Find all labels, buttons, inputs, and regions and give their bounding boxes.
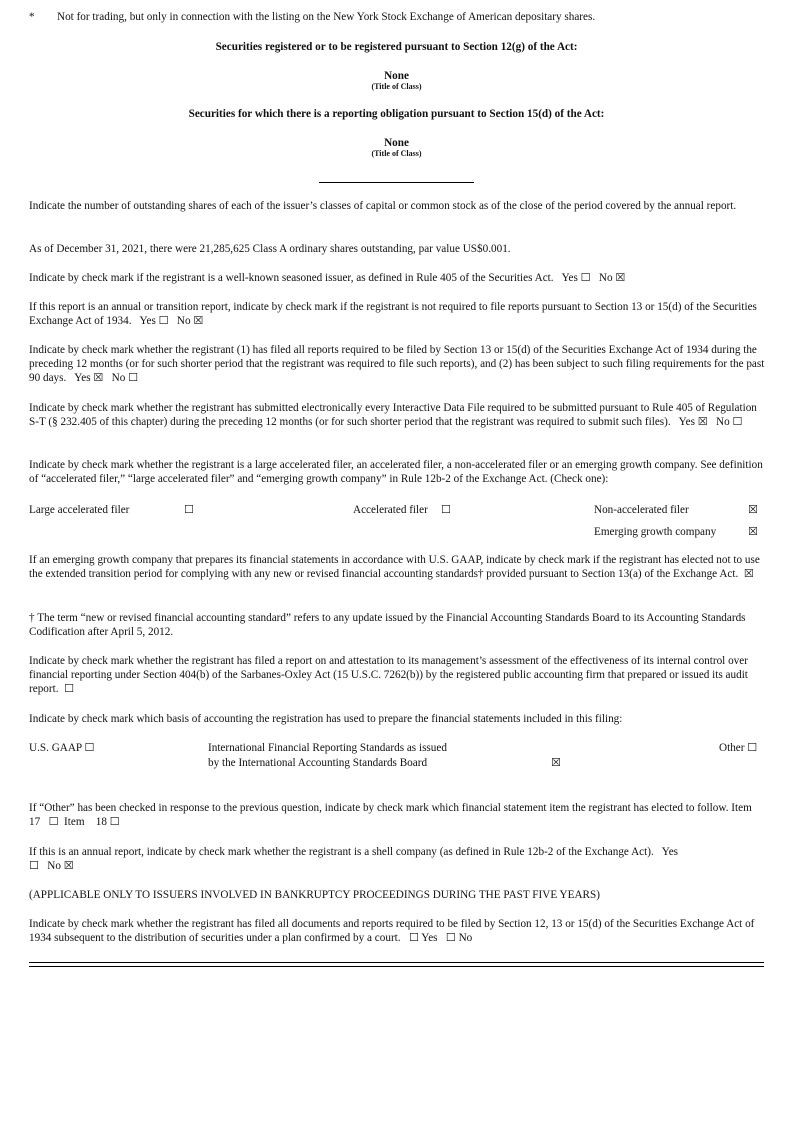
other-item-text: If “Other” has been checked in response to the previous question, indicate by check mark which financial statement item the registrant has elected to follow. bbox=[29, 802, 729, 814]
not-required-no-label: No bbox=[176, 315, 191, 327]
other-item-question bbox=[29, 801, 765, 829]
emerging-growth-company-label: Emerging growth company bbox=[594, 526, 717, 538]
wksi-yes-label: Yes bbox=[561, 272, 578, 284]
bankruptcy-no-checkbox[interactable]: ☐ bbox=[445, 931, 456, 944]
interactive-data-yes-checkbox[interactable]: ☒ bbox=[697, 415, 708, 428]
bankruptcy-yes-checkbox[interactable]: ☐ bbox=[408, 931, 419, 944]
section-12g-value: None bbox=[384, 70, 409, 82]
dagger-footnote: † The term “new or revised financial accounting standard” refers to any update issued by the Financial Accounting Standards Board to its Accounting Standards Codification after April 5, 2012. bbox=[29, 612, 746, 638]
large-accelerated-filer-checkbox[interactable]: ☐ bbox=[184, 503, 194, 516]
not-required-yes-label: Yes bbox=[139, 315, 156, 327]
shares-answer: As of December 31, 2021, there were 21,285,625 Class A ordinary shares outstanding, par value US$0.001. bbox=[29, 243, 511, 255]
filed-all-text: Indicate by check mark whether the registrant (1) has filed all reports required to be filed by Section 13 or 15(d) of the Securities Exchange Act of 1934 during the preceding 12 months (or for such shorter period that the registrant was required to file such reports), and (2) has been subject to such filing requirements for the past 90 days. bbox=[29, 344, 765, 384]
wksi-text: Indicate by check mark if the registrant is a well-known seasoned issuer, as defined in Rule 405 of the Securities Act. bbox=[29, 272, 554, 284]
accounting-basis-question: Indicate by check mark which basis of accounting the registration has used to prepare the financial statements included in this filing: bbox=[29, 713, 623, 725]
icfr-question bbox=[29, 654, 765, 696]
section-12g-caption: (Title of Class) bbox=[371, 82, 422, 91]
wksi-question bbox=[29, 271, 765, 285]
not-required-question bbox=[29, 300, 765, 328]
section-15d-heading: Securities for which there is a reporting obligation pursuant to Section 15(d) of the Act: bbox=[188, 108, 605, 120]
item-18-label: Item bbox=[64, 816, 85, 828]
interactive-data-question bbox=[29, 401, 765, 429]
bankruptcy-text: Indicate by check mark whether the registrant has filed all documents and reports required to be filed by Section 12, 13 or 15(d) of the Securities Exchange Act of 1934 subsequent to the distribution of securities under a plan confirmed by a court. bbox=[29, 918, 755, 944]
filed-all-no-checkbox[interactable]: ☐ bbox=[128, 371, 138, 384]
section-15d-caption: (Title of Class) bbox=[371, 149, 422, 158]
filed-all-yes-checkbox[interactable]: ☒ bbox=[93, 371, 104, 384]
not-required-text: If this report is an annual or transition report, indicate by check mark if the registrant is not required to file reports pursuant to Section 13 or 15(d) of the Securities Exchange Act of 1934. bbox=[29, 301, 757, 327]
shares-prompt: Indicate the number of outstanding shares of each of the issuer’s classes of capital or common stock as of the close of the period covered by the annual report. bbox=[29, 200, 737, 212]
us-gaap-option bbox=[29, 741, 94, 755]
interactive-data-no-checkbox[interactable]: ☐ bbox=[732, 415, 743, 428]
icfr-text: Indicate by check mark whether the registrant has filed a report on and attestation to its management’s assessment of the effectiveness of its internal control over financial reporting under Section 404(b) of the Sarbanes-Oxley Act (15 U.S.C. 7262(b)) by the registered public accounting firm that prepared or issued its audit report. bbox=[29, 655, 748, 695]
shell-company-text: If this is an annual report, indicate by check mark whether the registrant is a shell company (as defined in Rule 12b-2 of the Exchange Act). bbox=[29, 846, 654, 858]
item-18-number: 18 bbox=[95, 816, 107, 828]
filed-all-question bbox=[29, 343, 765, 385]
accelerated-filer-checkbox[interactable]: ☐ bbox=[441, 503, 451, 516]
shell-yes-label: Yes bbox=[661, 846, 679, 858]
egc-election-question bbox=[29, 553, 765, 581]
filer-status-question: Indicate by check mark whether the registrant is a large accelerated filer, an accelerated filer, a non-accelerated filer or an emerging growth company. See definition of “accelerated filer,” “large accelerated filer” and “emerging growth company” in Rule 12b-2 of the Exchange Act. (Check one): bbox=[29, 459, 763, 485]
item-18-checkbox[interactable]: ☐ bbox=[109, 815, 120, 828]
section-15d-value: None bbox=[384, 137, 409, 149]
not-required-no-checkbox[interactable]: ☒ bbox=[193, 314, 204, 327]
us-gaap-label: U.S. GAAP bbox=[29, 742, 82, 754]
other-checkbox[interactable]: ☐ bbox=[747, 741, 758, 754]
filed-all-no-label: No bbox=[111, 372, 126, 384]
emerging-growth-company-checkbox[interactable]: ☒ bbox=[748, 525, 758, 538]
ifrs-label-line2: by the International Accounting Standards Board bbox=[208, 757, 428, 769]
egc-election-checkbox[interactable]: ☒ bbox=[743, 567, 754, 580]
other-label: Other bbox=[719, 742, 745, 754]
item-17-checkbox[interactable]: ☐ bbox=[48, 815, 59, 828]
accelerated-filer-label: Accelerated filer bbox=[353, 504, 428, 516]
bankruptcy-yes-label: Yes bbox=[421, 932, 438, 944]
shell-no-checkbox[interactable]: ☒ bbox=[63, 859, 74, 872]
icfr-checkbox[interactable]: ☐ bbox=[64, 682, 74, 695]
non-accelerated-filer-checkbox[interactable]: ☒ bbox=[748, 503, 758, 516]
ifrs-label-line1: International Financial Reporting Standards as issued bbox=[208, 742, 447, 754]
interactive-data-no-label: No bbox=[716, 416, 730, 428]
wksi-no-checkbox[interactable]: ☒ bbox=[615, 271, 626, 284]
us-gaap-checkbox[interactable]: ☐ bbox=[84, 741, 95, 754]
large-accelerated-filer-label: Large accelerated filer bbox=[29, 504, 130, 516]
shell-yes-checkbox[interactable]: ☐ bbox=[29, 859, 39, 872]
double-rule-bottom bbox=[29, 966, 764, 967]
bankruptcy-question bbox=[29, 917, 765, 945]
section-12g-heading: Securities registered or to be registered pursuant to Section 12(g) of the Act: bbox=[215, 41, 578, 53]
non-accelerated-filer-label: Non-accelerated filer bbox=[594, 504, 689, 516]
footnote-marker: * bbox=[29, 11, 35, 23]
double-rule-top bbox=[29, 962, 764, 963]
footnote-text: Not for trading, but only in connection with the listing on the New York Stock Exchange of American depositary shares. bbox=[57, 11, 596, 23]
bankruptcy-no-label: No bbox=[458, 932, 473, 944]
wksi-no-label: No bbox=[598, 272, 613, 284]
interactive-data-text: Indicate by check mark whether the registrant has submitted electronically every Interactive Data File required to be submitted pursuant to Rule 405 of Regulation S-T (§ 232.405 of this chapter) during the preceding 12 months (or for such shorter period that the registrant was required to submit such files). bbox=[29, 402, 757, 428]
shell-no-label: No bbox=[47, 860, 61, 872]
filed-all-yes-label: Yes bbox=[74, 372, 91, 384]
ifrs-checkbox[interactable]: ☒ bbox=[551, 756, 561, 769]
wksi-yes-checkbox[interactable]: ☐ bbox=[580, 271, 591, 284]
shell-company-question bbox=[29, 845, 689, 873]
other-option bbox=[719, 741, 757, 755]
egc-election-text: If an emerging growth company that prepares its financial statements in accordance with U.S. GAAP, indicate by check mark if the registrant has elected not to use the extended transition period for complying with any new or revised financial accounting standards† provided pursuant to Section 13(a) of the Exchange Act. bbox=[29, 554, 760, 580]
divider-short bbox=[319, 182, 474, 183]
interactive-data-yes-label: Yes bbox=[678, 416, 695, 428]
item-17-label: Item 17 bbox=[29, 802, 752, 828]
not-required-yes-checkbox[interactable]: ☐ bbox=[158, 314, 169, 327]
bankruptcy-heading: (APPLICABLE ONLY TO ISSUERS INVOLVED IN BANKRUPTCY PROCEEDINGS DURING THE PAST FIVE YEARS) bbox=[29, 889, 600, 901]
